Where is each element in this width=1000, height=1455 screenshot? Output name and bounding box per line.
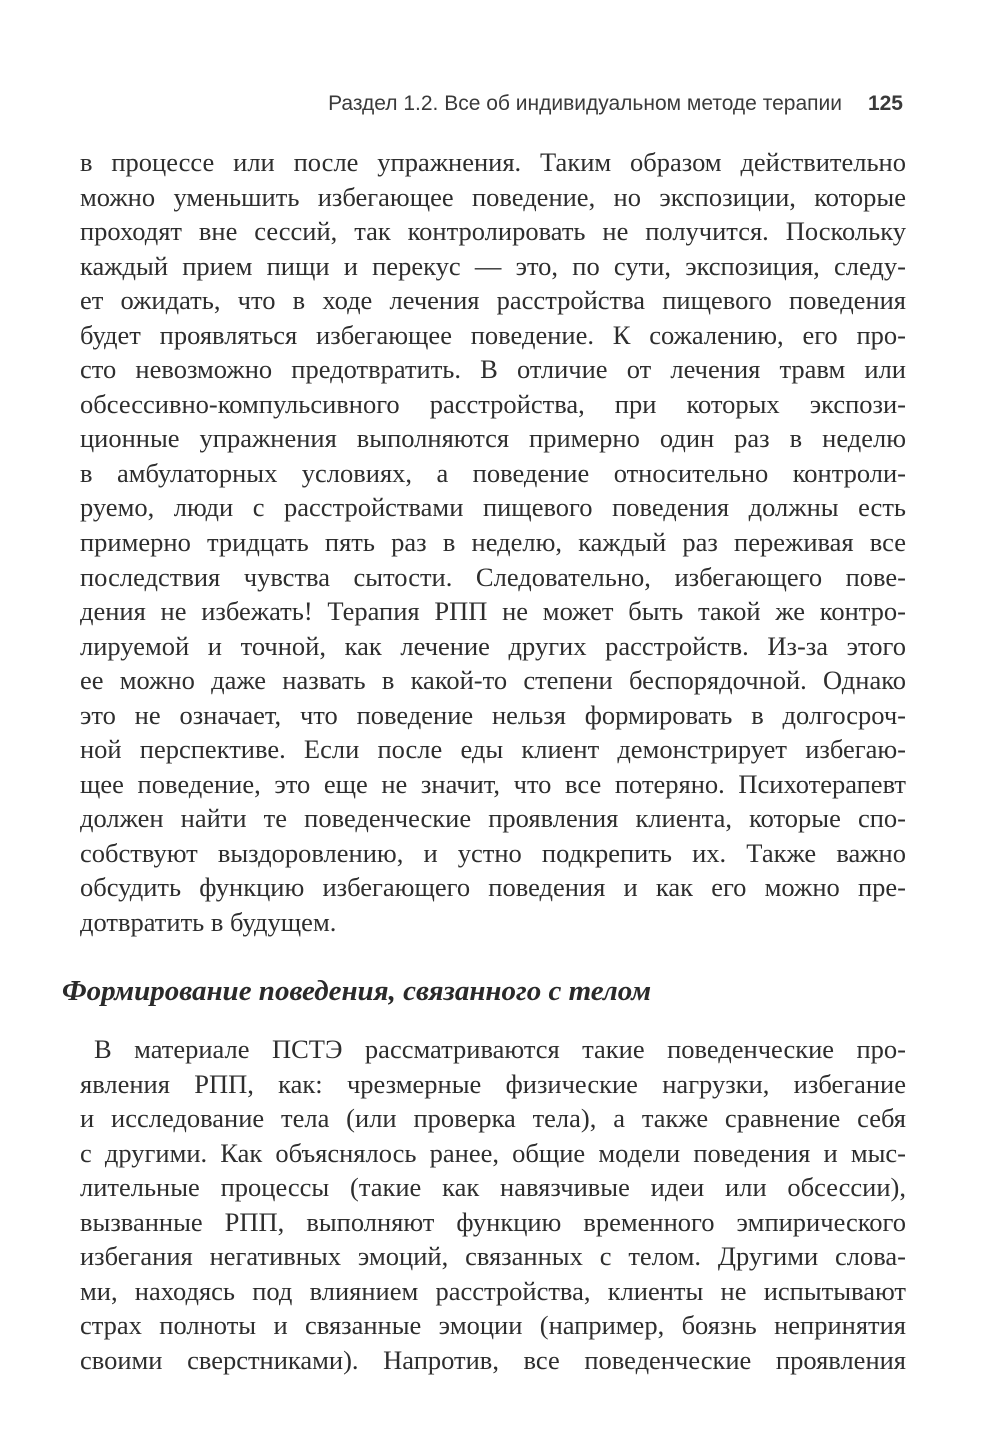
section-heading: Формирование поведения, связанного с телом [62, 975, 652, 1007]
text-line: можно уменьшить избегающее поведение, но экспозиции, которые [80, 181, 906, 212]
text-line: дения не избежать! Терапия РПП не может быть такой же контро- [80, 596, 906, 627]
running-title: Раздел 1.2. Все об индивидуальном методе терапии [328, 92, 842, 115]
text-line: руемо, люди с расстройствами пищевого поведения должны есть [80, 492, 906, 523]
text-line: ми, находясь под влиянием расстройства, клиенты не испытывают [80, 1275, 906, 1306]
text-line: собствуют выздоровлению, и устно подкрепить их. Также важно [80, 837, 906, 868]
text-line: своими сверстниками). Напротив, все поведенческие проявления [80, 1344, 906, 1375]
text-line: страх полноты и связанные эмоции (например, боязнь непринятия [80, 1310, 906, 1341]
text-line: щее поведение, это еще не значит, что все потеряно. Психотерапевт [80, 768, 906, 799]
text-line: в амбулаторных условиях, а поведение относительно контроли- [80, 457, 906, 488]
text-line: с другими. Как объяснялось ранее, общие модели поведения и мыс- [80, 1137, 906, 1168]
text-line: будет проявляться избегающее поведение. К сожалению, его про- [80, 319, 906, 350]
text-line: это не означает, что поведение нельзя формировать в долгосроч- [80, 699, 906, 730]
text-line: вызванные РПП, выполняют функцию временного эмпирического [80, 1206, 906, 1237]
body-paragraph-2 [80, 1032, 906, 1377]
text-line: ционные упражнения выполняются примерно один раз в неделю [80, 423, 906, 454]
text-line: ной перспективе. Если после еды клиент демонстрирует избегаю- [80, 734, 906, 765]
text-line: и исследование тела (или проверка тела), а также сравнение себя [80, 1103, 906, 1134]
text-line: явления РПП, как: чрезмерные физические нагрузки, избегание [80, 1068, 906, 1099]
text-line: сто невозможно предотвратить. В отличие от лечения травм или [80, 354, 906, 385]
text-line: избегания негативных эмоций, связанных с телом. Другими слова- [80, 1241, 906, 1272]
text-line: лительные процессы (такие как навязчивые идеи или обсессии), [80, 1172, 906, 1203]
text-line: должен найти те поведенческие проявления клиента, которые спо- [80, 803, 906, 834]
text-line: лируемой и точной, как лечение других расстройств. Из-за этого [80, 630, 906, 661]
text-line: ет ожидать, что в ходе лечения расстройства пищевого поведения [80, 285, 906, 316]
text-line: каждый прием пищи и перекус — это, по сути, экспозиция, следу- [80, 250, 906, 281]
text-line: последствия чувства сытости. Следовательно, избегающего пове- [80, 561, 906, 592]
running-header [0, 92, 903, 116]
body-paragraph-1 [80, 145, 906, 940]
text-line: проходят вне сессий, так контролировать не получится. Поскольку [80, 216, 906, 247]
text-line: В материале ПСТЭ рассматриваются такие поведенческие про- [94, 1034, 906, 1064]
text-line: обсессивно-компульсивного расстройства, при которых экспози- [80, 388, 906, 419]
text-line: ее можно даже назвать в какой-то степени беспорядочной. Однако [80, 665, 906, 696]
text-line: дотвратить в будущем. [80, 907, 337, 938]
text-line: примерно тридцать пять раз в неделю, каждый раз переживая все [80, 527, 906, 558]
page-number: 125 [867, 92, 903, 115]
text-line: в процессе или после упражнения. Таким образом действительно [80, 147, 906, 177]
text-line: обсудить функцию избегающего поведения и как его можно пре- [80, 872, 906, 903]
